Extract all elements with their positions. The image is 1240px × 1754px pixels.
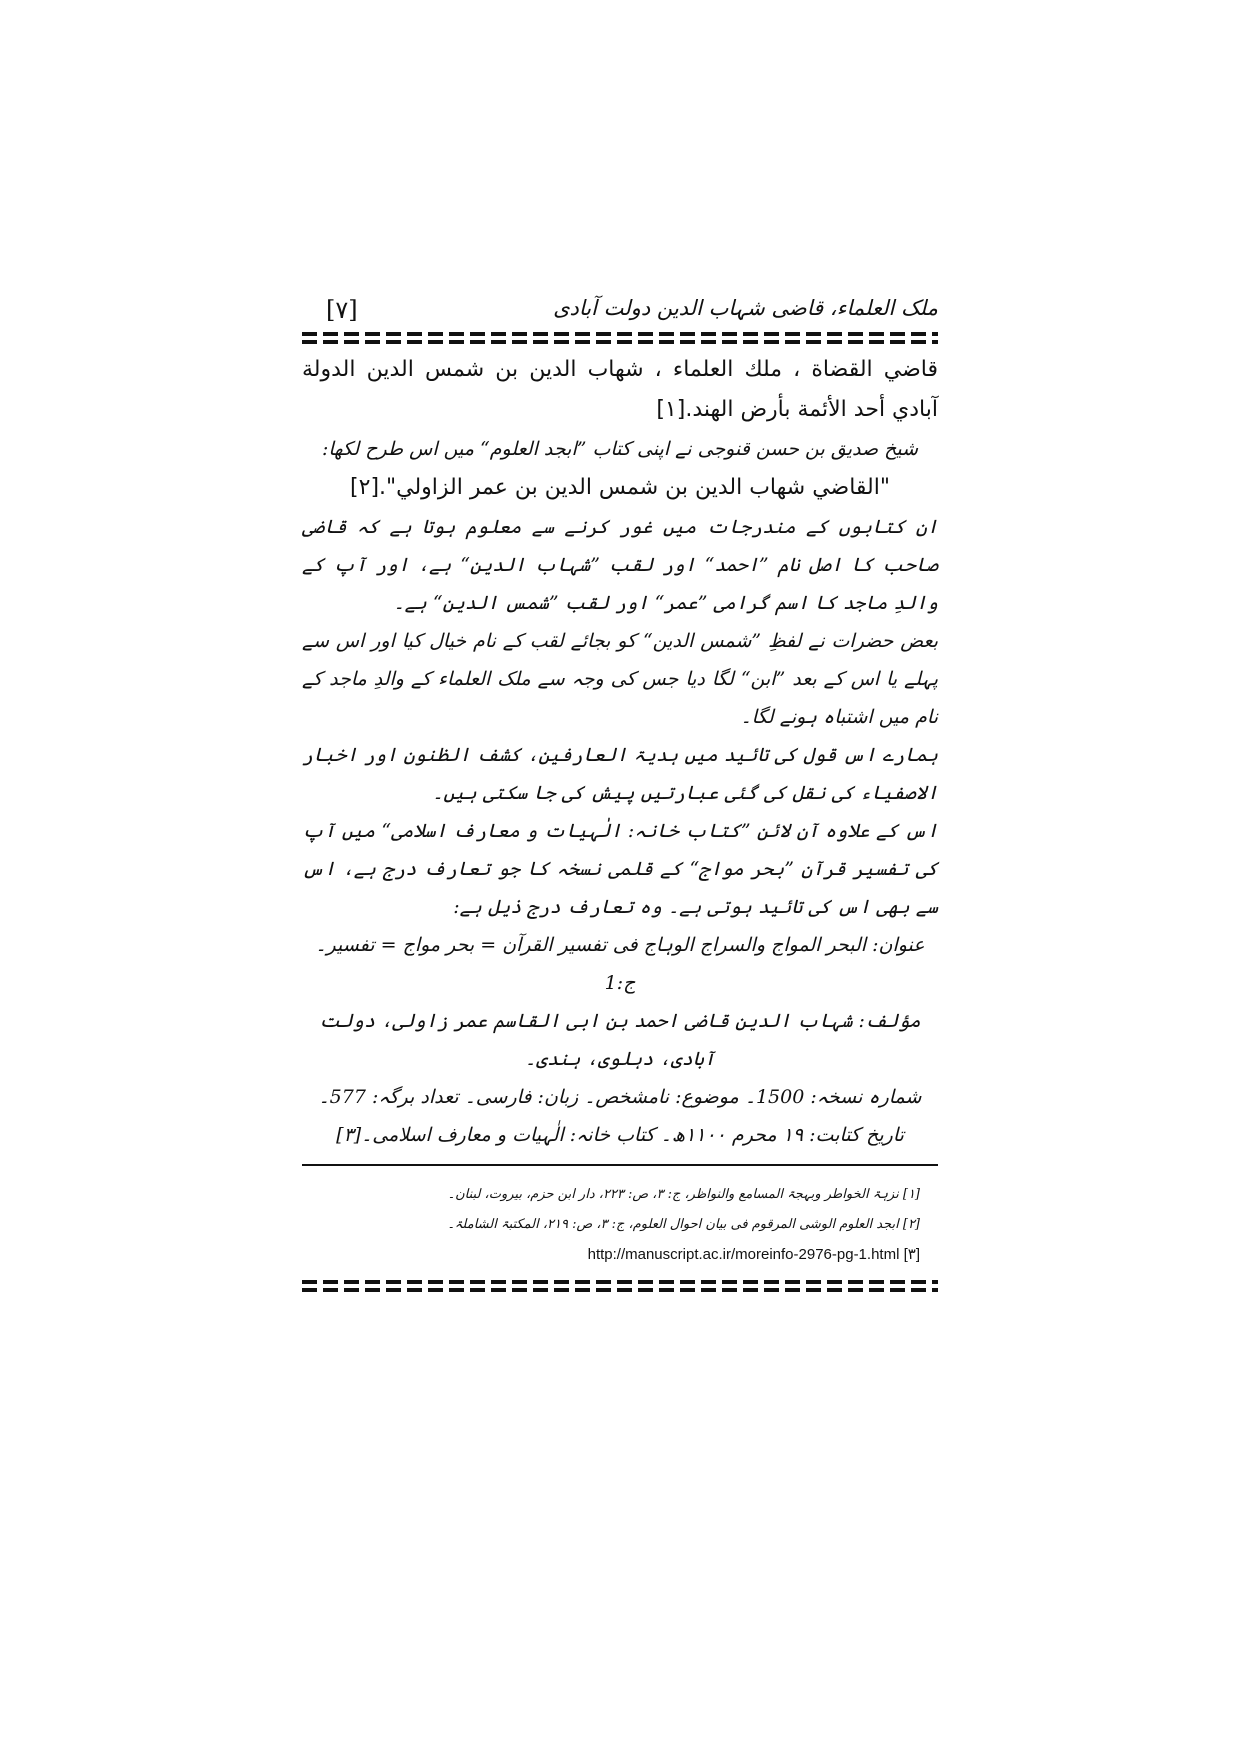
page-number: [۷]: [326, 296, 358, 324]
record-date-line: تاریخ کتابت: ۱۹ محرم ۱۱۰۰ھ۔ کتاب خانہ: الٰہیات و معارف اسلامی۔[۳]: [336, 1124, 904, 1146]
running-title: ملک العلماء، قاضی شہاب الدین دولت آبادی: [553, 296, 938, 320]
running-header: [302, 292, 938, 332]
page-body: [302, 350, 938, 1154]
footer-divider: [302, 1280, 938, 1292]
header-divider: [302, 332, 938, 344]
book-page: [302, 292, 938, 1292]
paragraph-names: ان کتابوں کے مندرجات میں غور کرنے سے معلوم ہوتا ہے کہ قاضی صاحب کا اصل نام ”احمد“ اور لقب ”شہاب الدین“ ہے، اور آپ کے والدِ ماجد کا اسم گرامی ”عمر“ اور لقب ”شمس الدین“ ہے۔: [302, 516, 938, 614]
arabic-quote-second: "القاضي شهاب الدين بن شمس الدين بن عمر الزاولي".[۲]: [350, 475, 890, 500]
footnote-divider: [302, 1164, 938, 1166]
urdu-intro-line: شیخ صدیق بن حسن قنوجی نے اپنی کتاب ”ابجد العلوم“ میں اس طرح لکھا:: [321, 438, 919, 460]
footnote-3-url[interactable]: http://manuscript.ac.ir/moreinfo-2976-pg-1.html: [587, 1246, 900, 1263]
paragraph-confusion: بعض حضرات نے لفظِ ”شمس الدین“ کو بجائے لقب کے نام خیال کیا اور اس سے پہلے یا اس کے بعد ”ابن“ لگا دیا جس کی وجہ سے ملک العلماء کے والدِ ماجد کے نام میں اشتباہ ہونے لگا۔: [302, 630, 938, 728]
record-number-line: شمارہ نسخہ: 1500۔ موضوع: نامشخص۔ زبان: فارسی۔ تعداد برگہ: 577۔: [318, 1086, 922, 1108]
footnote-2: [۲] ابجد العلوم الوشی المرقوم فی بیان احوال العلوم، ج: ۳، ص: ۲۱۹، المکتبۃ الشاملۃ۔: [447, 1217, 920, 1232]
footnote-3-marker: [۳]: [903, 1246, 920, 1263]
footnotes: [302, 1180, 938, 1270]
footnote-1: [۱] نزہۃ الخواطر وبہجۃ المسامع والنواظر، ج: ۳، ص: ۲۲۳، دار ابن حزم، بیروت، لبنان۔: [447, 1187, 920, 1202]
record-author-line: مؤلف: شہاب الدین قاضی احمد بن ابی القاسم عمر زاولی، دولت آبادی، دہلوی، ہندی۔: [319, 1010, 921, 1070]
paragraph-online-library: اس کے علاوہ آن لائن ”کتاب خانہ: الٰہیات و معارف اسلامی“ میں آپ کی تفسیر قرآن ”بحر مواج“ کے قلمی نسخہ کا جو تعارف درج ہے، اس سے بھی اس کی تائید ہوتی ہے۔ وہ تعارف درج ذیل ہے:: [302, 820, 938, 918]
record-title-line: عنوان: البحر المواج والسراج الوہاج فی تفسیر القرآن = بحر مواج = تفسیر۔ ج:1: [315, 934, 925, 994]
paragraph-support: ہمارے اس قول کی تائید میں ہدیۃ العارفین، کشف الظنون اور اخبار الاصفیاء کی نقل کی گئی عبارتیں پیش کی جا سکتی ہیں۔: [302, 744, 938, 804]
arabic-quote-first: قاضي القضاة ، ملك العلماء ، شهاب الدين بن شمس الدين الدولة آبادي أحد الأئمة بأرض الهند.[۱]: [302, 357, 938, 422]
footnote-3: [302, 1240, 920, 1270]
